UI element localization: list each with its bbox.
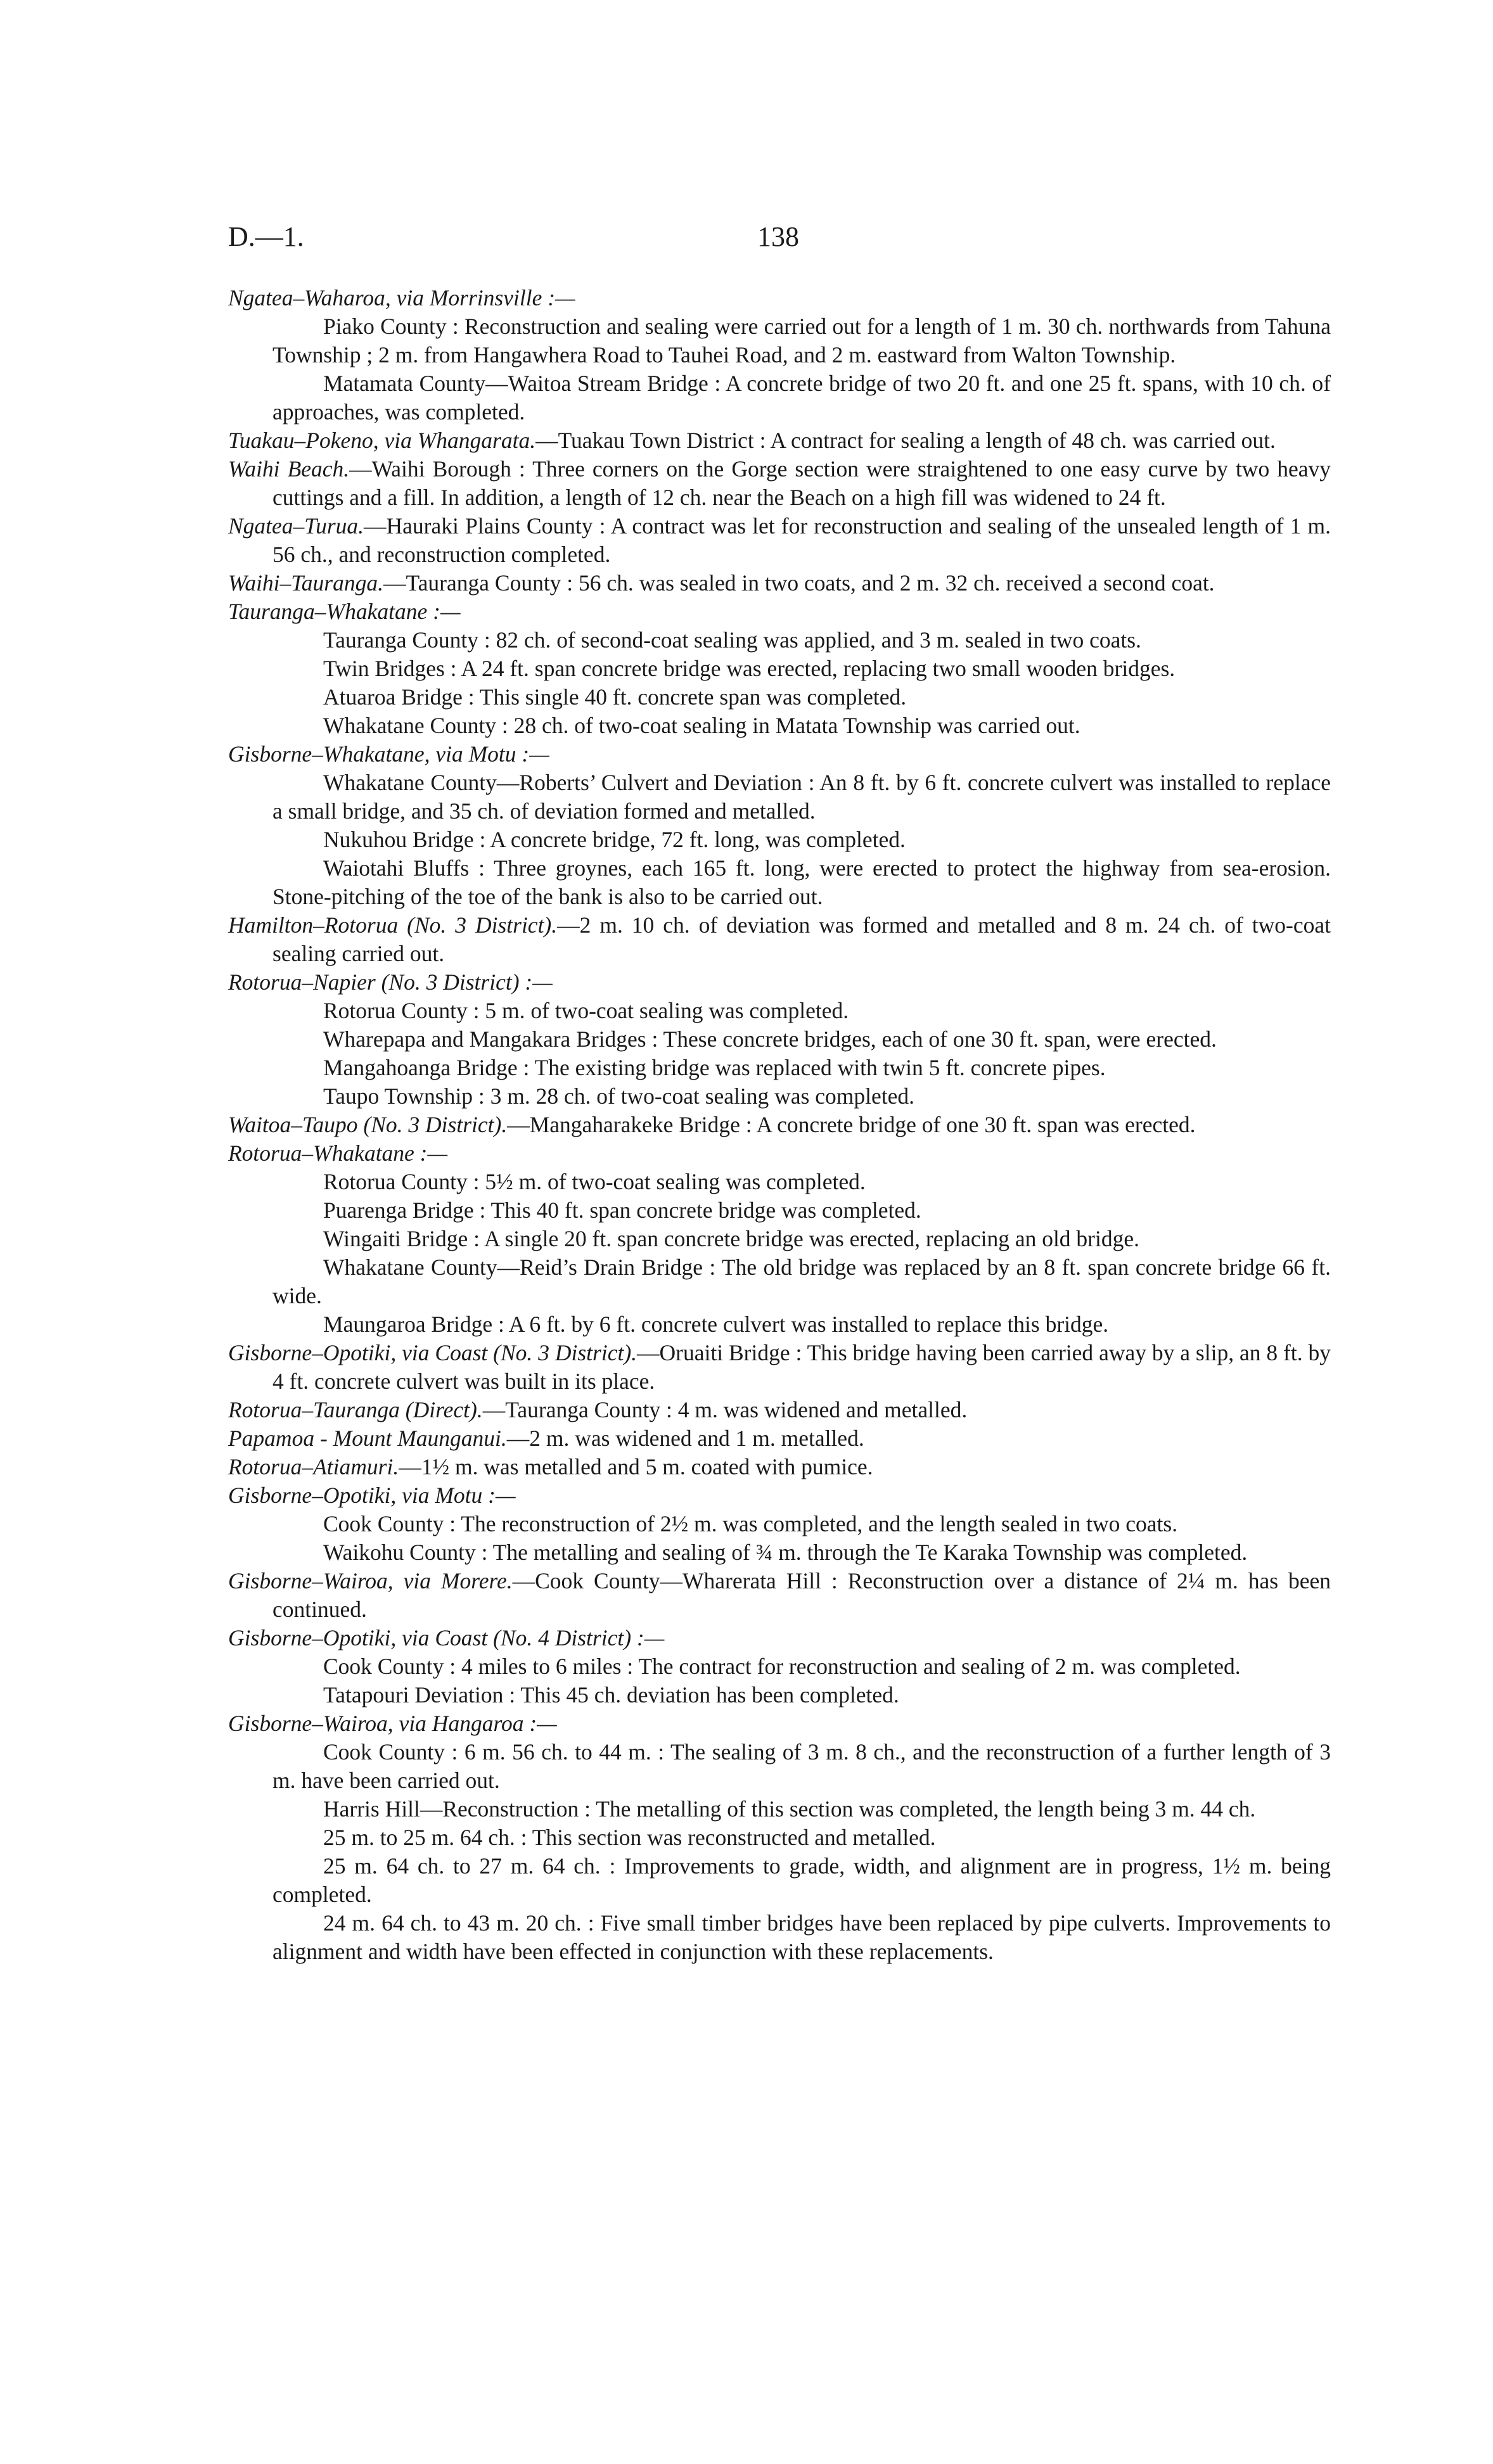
- sub-paragraph: Wingaiti Bridge : A single 20 ft. span concrete bridge was erected, replacing an old bridge.: [323, 1226, 1140, 1251]
- sub-paragraph: Cook County : 6 m. 56 ch. to 44 m. : The sealing of 3 m. 8 ch., and the reconstruction of a further length of 3 m. have been carried out.: [272, 1739, 1331, 1793]
- road-title: Gisborne–Opotiki, via Coast (No. 4 District) :—: [228, 1625, 665, 1650]
- report-body: [228, 284, 1331, 1966]
- sub-paragraph: Whakatane County—Reid’s Drain Bridge : The old bridge was replaced by an 8 ft. span concrete bridge 66 ft. wide.: [272, 1254, 1331, 1308]
- sub-paragraph: 25 m. 64 ch. to 27 m. 64 ch. : Improvements to grade, width, and alignment are in progress, 1½ m. being completed.: [272, 1853, 1331, 1907]
- road-title: Tuakau–Pokeno, via Whangarata.: [228, 428, 536, 453]
- sub-paragraph: Tauranga County : 82 ch. of second-coat sealing was applied, and 3 m. sealed in two coats.: [323, 627, 1141, 653]
- road-title: Gisborne–Opotiki, via Motu :—: [228, 1483, 516, 1508]
- sub-paragraph: Atuaroa Bridge : This single 40 ft. concrete span was completed.: [323, 684, 907, 710]
- sub-paragraph: Taupo Township : 3 m. 28 ch. of two-coat sealing was completed.: [323, 1083, 914, 1109]
- sub-paragraph: Puarenga Bridge : This 40 ft. span concrete bridge was completed.: [323, 1197, 921, 1223]
- road-entry: [228, 1709, 1331, 1738]
- road-entry: [228, 455, 1331, 512]
- road-entry: [228, 1339, 1331, 1396]
- road-description: —Hauraki Plains County : A contract was let for reconstruction and sealing of the unsealed length of 1 m. 56 ch., and reconstruction completed.: [272, 513, 1331, 567]
- sub-paragraph: Cook County : The reconstruction of 2½ m. was completed, and the length sealed in two coats.: [323, 1511, 1178, 1536]
- road-description: —Tuakau Town District : A contract for sealing a length of 48 ch. was carried out.: [535, 428, 1276, 453]
- page-header: [228, 220, 1331, 259]
- sub-paragraph: Twin Bridges : A 24 ft. span concrete bridge was erected, replacing two small wooden bridges.: [323, 656, 1176, 681]
- road-entry: [228, 1139, 1331, 1168]
- sub-paragraph: Maungaroa Bridge : A 6 ft. by 6 ft. concrete culvert was installed to replace this bridge.: [323, 1312, 1109, 1337]
- road-description: —Tauranga County : 4 m. was widened and metalled.: [482, 1397, 968, 1422]
- sub-paragraph: Waikohu County : The metalling and sealing of ¾ m. through the Te Karaka Township was completed.: [323, 1540, 1248, 1565]
- road-entry: [228, 740, 1331, 769]
- sub-paragraph: Rotorua County : 5½ m. of two-coat sealing was completed.: [323, 1169, 866, 1194]
- road-title: Rotorua–Napier (No. 3 District) :—: [228, 969, 553, 995]
- page-number: 138: [757, 221, 799, 252]
- sub-paragraph: Rotorua County : 5 m. of two-coat sealing was completed.: [323, 998, 849, 1023]
- road-title: Gisborne–Whakatane, via Motu :—: [228, 741, 549, 767]
- sub-paragraph: Nukuhou Bridge : A concrete bridge, 72 ft. long, was completed.: [323, 827, 906, 852]
- road-entry: [228, 426, 1331, 455]
- road-title: Waitoa–Taupo (No. 3 District).: [228, 1112, 508, 1137]
- road-title: Rotorua–Tauranga (Direct).: [228, 1397, 483, 1422]
- road-entry: [228, 1453, 1331, 1481]
- road-entry: [228, 968, 1331, 997]
- road-entry: [228, 911, 1331, 968]
- road-description: —Tauranga County : 56 ch. was sealed in two coats, and 2 m. 32 ch. received a second coat.: [383, 570, 1215, 596]
- road-title: Ngatea–Waharoa, via Morrinsville :—: [228, 285, 575, 310]
- road-entry: [228, 512, 1331, 569]
- document-reference: D.—1.: [228, 221, 304, 252]
- road-title: Rotorua–Whakatane :—: [228, 1140, 448, 1166]
- road-title: Hamilton–Rotorua (No. 3 District).: [228, 912, 558, 938]
- road-entry: [228, 569, 1331, 597]
- sub-paragraph: Wharepapa and Mangakara Bridges : These concrete bridges, each of one 30 ft. span, were erected.: [323, 1026, 1217, 1052]
- road-entry: [228, 1396, 1331, 1424]
- road-description: —2 m. 10 ch. of deviation was formed and metalled and 8 m. 24 ch. of two-coat sealing carried out.: [272, 912, 1331, 966]
- sub-paragraph: Matamata County—Waitoa Stream Bridge : A concrete bridge of two 20 ft. and one 25 ft. spans, with 10 ch. of approaches, was completed.: [272, 371, 1331, 424]
- road-entry: [228, 1567, 1331, 1624]
- sub-paragraph: Cook County : 4 miles to 6 miles : The contract for reconstruction and sealing of 2 m. was completed.: [323, 1654, 1241, 1679]
- road-title: Gisborne–Wairoa, via Hangaroa :—: [228, 1711, 557, 1736]
- road-title: Gisborne–Wairoa, via Morere.: [228, 1568, 513, 1593]
- road-entry: [228, 1481, 1331, 1510]
- road-description: —2 m. was widened and 1 m. metalled.: [506, 1426, 864, 1451]
- sub-paragraph: Mangahoanga Bridge : The existing bridge was replaced with twin 5 ft. concrete pipes.: [323, 1055, 1106, 1080]
- sub-paragraph: 24 m. 64 ch. to 43 m. 20 ch. : Five small timber bridges have been replaced by pipe culverts. Improvements to alignment and width have been effected in conjunction with these replacements.: [272, 1910, 1331, 1964]
- sub-paragraph: Whakatane County—Roberts’ Culvert and Deviation : An 8 ft. by 6 ft. concrete culvert was installed to replace a small bridge, and 35 ch. of deviation formed and metalled.: [272, 770, 1331, 824]
- sub-paragraph: Waiotahi Bluffs : Three groynes, each 165 ft. long, were erected to protect the highway from sea-erosion. Stone-pitching of the toe of the bank is also to be carried out.: [272, 855, 1331, 909]
- road-title: Rotorua–Atiamuri.: [228, 1454, 399, 1479]
- road-title: Waihi–Tauranga.: [228, 570, 383, 596]
- road-description: —Waihi Borough : Three corners on the Gorge section were straightened to one easy curve by two heavy cuttings and a fill. In addition, a length of 12 ch. near the Beach on a high fill was widened to 24 ft.: [272, 456, 1331, 510]
- road-entry: [228, 284, 1331, 312]
- road-entry: [228, 597, 1331, 626]
- road-title: Papamoa - Mount Maunganui.: [228, 1426, 507, 1451]
- road-title: Ngatea–Turua.: [228, 513, 364, 539]
- sub-paragraph: Harris Hill—Reconstruction : The metalling of this section was completed, the length being 3 m. 44 ch.: [323, 1796, 1256, 1822]
- sub-paragraph: Piako County : Reconstruction and sealing were carried out for a length of 1 m. 30 ch. northwards from Tahuna Township ; 2 m. from Hangawhera Road to Tauhei Road, and 2 m. eastward from Walton Township.: [272, 314, 1331, 367]
- road-entry: [228, 1424, 1331, 1453]
- sub-paragraph: 25 m. to 25 m. 64 ch. : This section was reconstructed and metalled.: [323, 1825, 936, 1850]
- road-title: Waihi Beach.: [228, 456, 350, 482]
- sub-paragraph: Tatapouri Deviation : This 45 ch. deviation has been completed.: [323, 1682, 899, 1708]
- road-description: —Mangaharakeke Bridge : A concrete bridge of one 30 ft. span was erected.: [507, 1112, 1196, 1137]
- road-title: Tauranga–Whakatane :—: [228, 599, 461, 624]
- sub-paragraph: Whakatane County : 28 ch. of two-coat sealing in Matata Township was carried out.: [323, 713, 1080, 738]
- road-description: —Cook County—Wharerata Hill : Reconstruction over a distance of 2¼ m. has been continued.: [272, 1568, 1331, 1622]
- road-description: —1½ m. was metalled and 5 m. coated with pumice.: [399, 1454, 873, 1479]
- road-title: Gisborne–Opotiki, via Coast (No. 3 District).: [228, 1340, 638, 1365]
- road-entry: [228, 1624, 1331, 1652]
- road-description: —Oruaiti Bridge : This bridge having been carried away by a slip, an 8 ft. by 4 ft. concrete culvert was built in its place.: [272, 1340, 1331, 1394]
- road-entry: [228, 1111, 1331, 1139]
